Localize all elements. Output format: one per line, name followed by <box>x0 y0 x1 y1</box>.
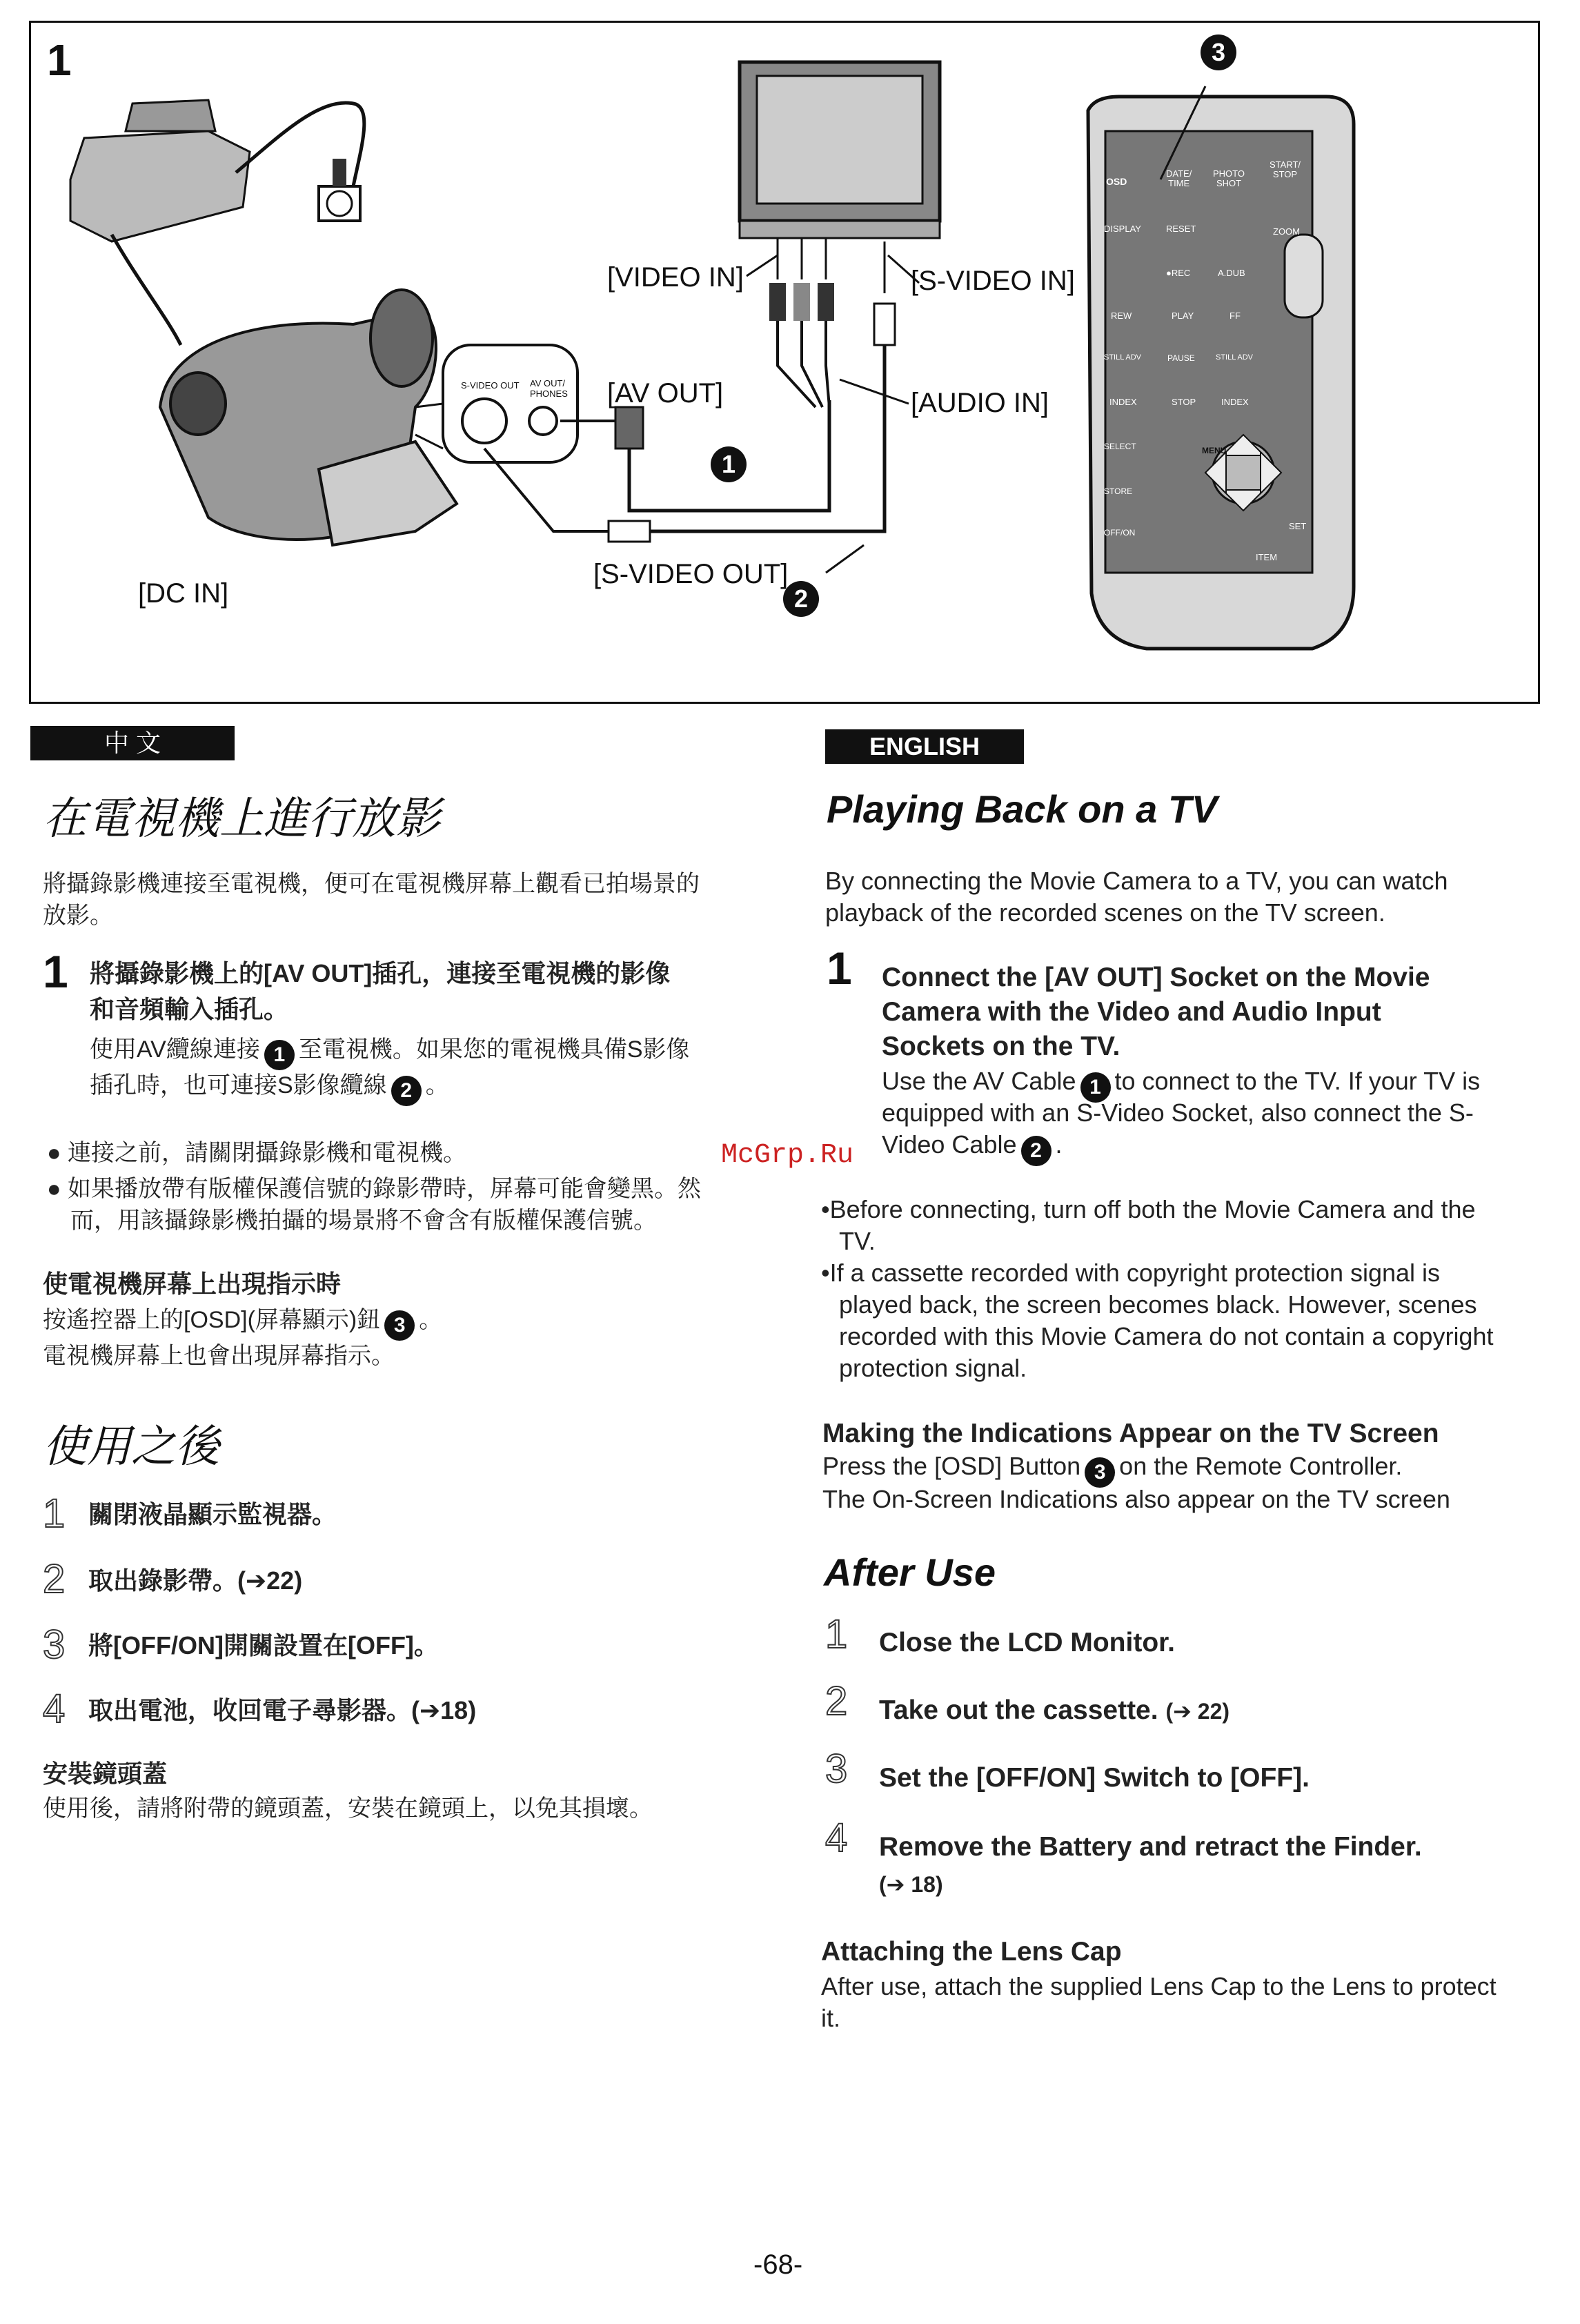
page-number: -68- <box>753 2249 803 2280</box>
remote-still-adv-left-label: STILL ADV <box>1104 353 1142 362</box>
chinese-after-step-1-number: 1 <box>43 1491 66 1536</box>
english-bullet-1-line-2: TV. <box>839 1227 876 1255</box>
tv-illustration <box>740 62 940 293</box>
chinese-after-step-4-text: 取出電池，收回電子尋影器。(➔18) <box>88 1696 477 1724</box>
chinese-osd-text-line-1: 按遙控器上的[OSD](屏幕顯示)鈕 3 。 <box>43 1304 442 1341</box>
chinese-osd-text-line-2: 電視機屏幕上也會出現屏幕指示。 <box>43 1343 395 1369</box>
chinese-after-step-1-text: 關閉液晶顯示監視器。 <box>88 1500 337 1528</box>
remote-index-right-label: INDEX <box>1221 397 1249 407</box>
jack-label-s-video-out: S-VIDEO OUT <box>461 380 520 391</box>
remote-off-on-label: OFF/ON <box>1104 528 1136 538</box>
english-osd-text-line-1: Press the [OSD] Button 3 on the Remote Controller. <box>822 1450 1402 1488</box>
chinese-bullet-2: ● 如果播放帶有版權保護信號的錄影帶時，屏幕可能會變黑。然 <box>47 1176 701 1202</box>
remote-date-time-label: DATE/ TIME <box>1166 168 1192 188</box>
english-lens-cap-text-line-1: After use, attach the supplied Lens Cap to the Lens to protect <box>821 1972 1497 2000</box>
jack-label-av-out-phones: AV OUT/ PHONES <box>530 378 568 399</box>
label-video-in: [VIDEO IN] <box>607 262 744 293</box>
remote-zoom-label: ZOOM <box>1273 226 1300 237</box>
english-step1-heading-2: Camera with the Video and Audio Input <box>882 997 1381 1027</box>
chinese-after-step-4-number: 4 <box>43 1686 66 1731</box>
english-after-step-4-number: 4 <box>825 1815 848 1860</box>
chinese-osd-heading: 使電視機屏幕上出現指示時 <box>43 1270 342 1298</box>
remote-a-dub-label: A.DUB <box>1218 268 1245 278</box>
chinese-after-use-title: 使用之後 <box>43 1421 219 1471</box>
english-after-step-3-text: Set the [OFF/ON] Switch to [OFF]. <box>879 1763 1310 1793</box>
english-cable-2-badge: 2 <box>1021 1136 1051 1166</box>
chinese-intro-line-1: 將攝錄影機連接至電視機，便可在電視機屏幕上觀看已拍場景的 <box>43 871 700 897</box>
cable-2-badge: 2 <box>391 1076 422 1106</box>
label-audio-in: [AUDIO IN] <box>911 388 1049 418</box>
english-after-step-1-number: 1 <box>825 1612 848 1657</box>
label-s-video-out: [S-VIDEO OUT] <box>593 559 789 589</box>
remote-item-label: ITEM <box>1256 552 1278 562</box>
remote-reset-label: RESET <box>1166 224 1196 234</box>
chinese-step1-text-b: 至電視機。如果您的電視機具備S影像 <box>298 1036 690 1063</box>
remote-ff-label: FF <box>1230 311 1241 321</box>
chinese-step1-heading-2: 和音頻輸入插孔。 <box>90 995 289 1023</box>
chinese-lens-cap-heading: 安裝鏡頭蓋 <box>43 1760 168 1788</box>
english-cable-1-badge: 1 <box>1080 1072 1111 1103</box>
english-after-step-1-text: Close the LCD Monitor. <box>879 1628 1175 1657</box>
chinese-after-step-2-text: 取出錄影帶。(➔22) <box>88 1566 303 1595</box>
chinese-title: 在電視機上進行放影 <box>43 794 440 843</box>
chinese-language-label: 中 文 <box>30 726 235 760</box>
english-intro-line-2: playback of the recorded scenes on the TV screen. <box>825 898 1385 927</box>
cable-1-badge: 1 <box>264 1040 295 1070</box>
english-title: Playing Back on a TV <box>827 787 1218 831</box>
remote-select-label: SELECT <box>1104 442 1136 451</box>
english-step1-heading-3: Sockets on the TV. <box>882 1032 1120 1061</box>
label-av-out: [AV OUT] <box>607 378 724 408</box>
english-bullet-2-line-4: protection signal. <box>839 1354 1027 1382</box>
english-bullet-2-line-3: recorded with this Movie Camera do not contain a copyright <box>839 1322 1494 1350</box>
chinese-step1-text-c: 插孔時，也可連接S影像纜線 <box>90 1072 387 1099</box>
english-osd-text-line-2: The On-Screen Indications also appear on the TV screen <box>822 1485 1450 1513</box>
osd-button-3-badge: 3 <box>384 1310 415 1341</box>
chinese-step1-text-a: 使用AV纜線連接 <box>90 1036 260 1063</box>
chinese-step1-text-line-2 <box>90 1070 449 1106</box>
chinese-step1-text-d: 。 <box>425 1072 449 1099</box>
english-after-step-4-ref: (➔ 18) <box>879 1872 943 1897</box>
remote-store-label: STORE <box>1104 486 1133 496</box>
badge-1: 1 <box>711 446 747 482</box>
english-step1-text-line-3: Video Cable 2 . <box>882 1129 1063 1166</box>
english-after-step-2-ref: (➔ 22) <box>1165 1699 1230 1724</box>
chinese-intro-line-2: 放影。 <box>43 903 113 929</box>
chinese-after-step-2-number: 2 <box>43 1557 66 1602</box>
jack-panel <box>415 345 577 462</box>
remote-stop-label: STOP <box>1172 397 1196 407</box>
chinese-after-step-3-text: 將[OFF/ON]開關設置在[OFF]。 <box>88 1631 439 1660</box>
remote-rec-label: ●REC <box>1166 268 1191 278</box>
english-intro-line-1: By connecting the Movie Camera to a TV, you can watch <box>825 867 1448 895</box>
chinese-bullet-1: ● 連接之前，請關閉攝錄影機和電視機。 <box>47 1140 466 1166</box>
remote-menu-label: MENU <box>1202 446 1227 455</box>
figure-number: 1 <box>47 35 72 85</box>
english-lens-cap-heading: Attaching the Lens Cap <box>821 1937 1122 1967</box>
english-step1-text-line-1: Use the AV Cable 1 to connect to the TV. If your TV is <box>882 1065 1480 1103</box>
english-after-step-2-number: 2 <box>825 1679 848 1724</box>
remote-rew-label: REW <box>1111 311 1132 321</box>
english-osd-heading: Making the Indications Appear on the TV Screen <box>822 1419 1439 1448</box>
remote-pause-label: PAUSE <box>1167 353 1195 363</box>
wall-outlet <box>319 159 360 221</box>
english-osd-button-3-badge: 3 <box>1085 1457 1115 1488</box>
badge-3: 3 <box>1201 35 1236 70</box>
english-after-use-title: After Use <box>824 1550 996 1594</box>
dc-cable <box>112 235 181 345</box>
badge-2: 2 <box>783 581 819 617</box>
english-lens-cap-text-line-2: it. <box>821 2004 841 2032</box>
watermark: McGrp.Ru <box>721 1140 854 1171</box>
english-after-step-2-line: Take out the cassette. (➔ 22) <box>879 1695 1230 1725</box>
english-step1-heading-1: Connect the [AV OUT] Socket on the Movie <box>882 963 1430 992</box>
chinese-step1-text-line-1 <box>90 1034 690 1070</box>
chinese-lens-cap-text: 使用後，請將附帶的鏡頭蓋，安裝在鏡頭上，以免其損壞。 <box>43 1795 653 1822</box>
camcorder-illustration <box>160 290 457 545</box>
english-language-label: ENGLISH <box>825 729 1024 764</box>
english-bullet-1-line-1: •Before connecting, turn off both the Movie Camera and the <box>821 1195 1476 1223</box>
remote-index-left-label: INDEX <box>1109 397 1137 407</box>
english-after-step-4-text: Remove the Battery and retract the Finder. <box>879 1832 1422 1862</box>
remote-set-label: SET <box>1289 521 1307 531</box>
remote-osd-label: OSD <box>1106 176 1127 187</box>
english-bullet-2-line-2: played back, the screen becomes black. However, scenes <box>839 1290 1477 1319</box>
chinese-step1-heading-1: 將攝錄影機上的[AV OUT]插孔，連接至電視機的影像 <box>90 959 671 987</box>
english-after-step-3-number: 3 <box>825 1746 848 1791</box>
label-dc-in: [DC IN] <box>138 578 229 609</box>
remote-play-label: PLAY <box>1172 311 1194 321</box>
english-step1-number: 1 <box>827 943 852 994</box>
remote-still-adv-right-label: STILL ADV <box>1216 353 1254 362</box>
remote-start-stop-label: START/ STOP <box>1270 159 1301 179</box>
english-step1-text-line-2: equipped with an S-Video Socket, also connect the S- <box>882 1099 1474 1127</box>
remote-photo-shot-label: PHOTO SHOT <box>1213 168 1245 188</box>
chinese-after-step-3-number: 3 <box>43 1622 66 1667</box>
label-s-video-in: [S-VIDEO IN] <box>911 266 1075 296</box>
remote-display-label: DISPLAY <box>1104 224 1141 234</box>
chinese-bullet-2-cont: 而，用該攝錄影機拍攝的場景將不會含有版權保護信號。 <box>70 1208 657 1234</box>
english-bullet-2-line-1: •If a cassette recorded with copyright protection signal is <box>821 1259 1441 1287</box>
chinese-step1-number: 1 <box>43 946 68 997</box>
